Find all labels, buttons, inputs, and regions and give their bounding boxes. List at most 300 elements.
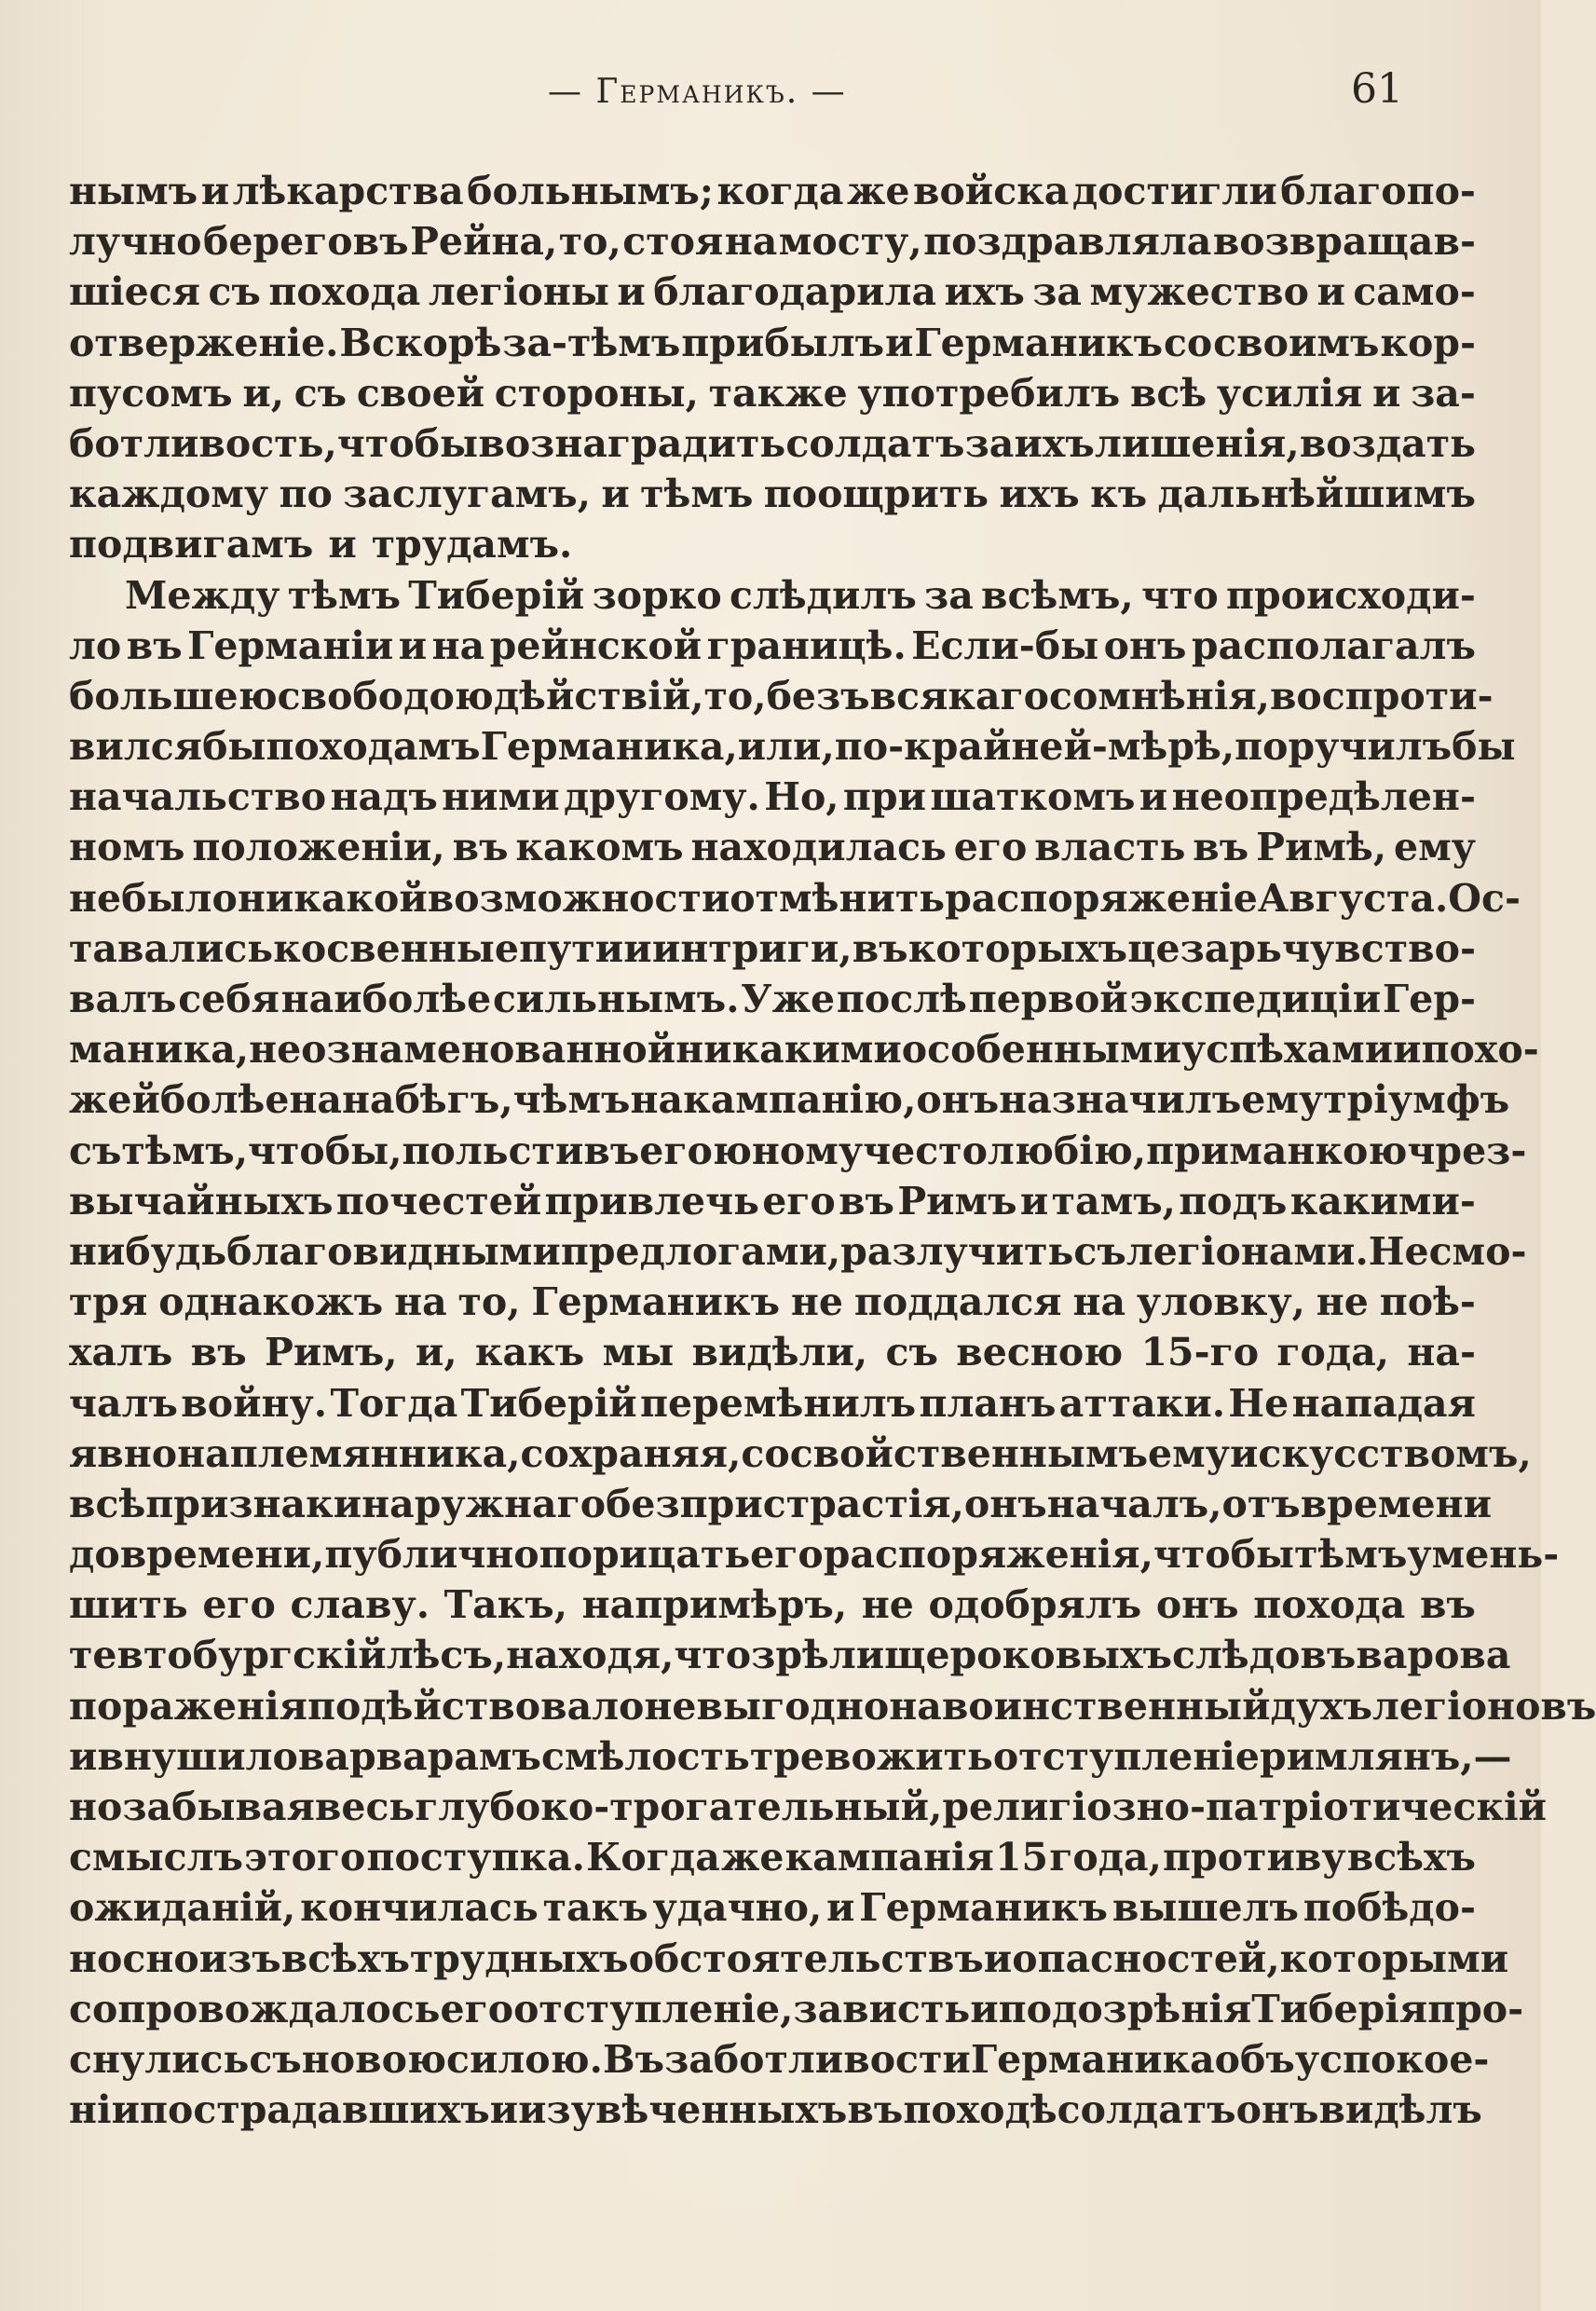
word: похо-: [1421, 1027, 1539, 1073]
word: Не: [1228, 1380, 1289, 1426]
word: экспедиціи: [1129, 977, 1382, 1021]
word: сомнѣнія,: [1049, 673, 1270, 718]
word: 15-го: [1140, 1330, 1260, 1375]
word: всѣхъ: [1346, 1835, 1476, 1880]
word: на: [431, 622, 485, 668]
word: за: [924, 572, 974, 618]
word: происходи-: [1225, 572, 1476, 618]
word: нибудь: [69, 1228, 227, 1274]
word: легіонами.: [1125, 1228, 1369, 1274]
word: про-: [1427, 1986, 1524, 2031]
word: не: [790, 1279, 844, 1325]
word: ознаменованной: [301, 1027, 676, 1073]
text-line: [69, 1529, 1560, 1579]
word: до: [69, 1532, 120, 1578]
word: этого: [244, 1835, 366, 1880]
word: въ: [847, 2087, 904, 2133]
text-line: [69, 2034, 1490, 2085]
word: цезарь: [1127, 925, 1282, 971]
word: прибылъ: [681, 320, 885, 365]
word: надъ: [330, 774, 438, 820]
word: другому.: [563, 774, 760, 820]
text-line: [69, 1074, 1510, 1125]
text-line: [69, 1731, 1512, 1782]
word: и: [885, 320, 914, 365]
word: въ: [190, 1330, 247, 1375]
word: какъ: [474, 1330, 585, 1375]
word: объ: [1214, 2036, 1295, 2082]
word: Германіи: [187, 622, 394, 668]
word: само-: [1353, 269, 1476, 315]
word: дальнѣйшимъ: [1157, 472, 1476, 517]
word: Уже: [741, 977, 836, 1021]
word: и: [1372, 370, 1401, 416]
word: какомъ: [515, 825, 684, 870]
text-line: [69, 418, 1476, 469]
word: какими-: [1289, 1178, 1476, 1224]
word: подозрѣнія: [998, 1986, 1252, 2031]
text-line: [69, 1832, 1476, 1882]
word: возможности: [427, 875, 730, 921]
text-line: [69, 519, 1476, 569]
word: каждому: [69, 472, 269, 517]
word: за: [964, 420, 1015, 466]
word: кампанію,: [683, 1077, 917, 1123]
word: его: [440, 1986, 514, 2031]
text-line: [69, 873, 1521, 923]
word: солдатъ: [1057, 2087, 1236, 2133]
word: береговъ: [203, 219, 409, 265]
text-line: [69, 1429, 1532, 1479]
text-line: [69, 318, 1476, 368]
word: бы: [202, 724, 266, 770]
running-title: — Германикъ. —: [548, 73, 847, 111]
word: но: [69, 1785, 123, 1829]
word: положеніи,: [192, 825, 445, 870]
word: валъ: [69, 977, 177, 1021]
word: на: [1072, 1279, 1126, 1325]
word: новою: [301, 2036, 446, 2082]
word: явно: [69, 1430, 178, 1476]
word: большею: [69, 673, 278, 718]
word: порицать: [539, 1532, 751, 1578]
word: болѣе: [159, 1077, 290, 1123]
word: благодарила: [653, 269, 937, 315]
word: и: [601, 472, 630, 517]
word: которыми: [1279, 1935, 1509, 1981]
word: назначилъ: [999, 1077, 1242, 1123]
word: за-тѣмъ: [502, 320, 681, 365]
word: и: [328, 522, 357, 567]
word: поступка.: [366, 1835, 585, 1880]
word: находилась: [690, 825, 947, 870]
word: слѣдилъ: [729, 572, 917, 618]
word: послѣ: [836, 977, 967, 1021]
word: съ: [293, 370, 348, 416]
word: видѣлъ: [1318, 2087, 1482, 2133]
text-line: [69, 822, 1476, 872]
word: или,: [737, 724, 835, 770]
word: на: [889, 1683, 942, 1729]
page-number: 61: [1351, 65, 1403, 113]
text-line: [69, 1479, 1493, 1529]
word: Германикъ: [914, 320, 1164, 365]
word: со: [741, 1430, 790, 1476]
word: весь: [314, 1785, 416, 1829]
word: отмѣнить: [730, 875, 946, 921]
word: мужество: [1089, 269, 1310, 315]
word: Августа.: [1257, 875, 1449, 921]
word: разлучить: [840, 1228, 1074, 1274]
word: наружнаго: [361, 1481, 607, 1526]
word: поощрить: [763, 472, 989, 517]
word: власть: [1034, 825, 1186, 870]
word: войска: [912, 169, 1070, 213]
word: когда: [716, 169, 844, 213]
word: своей: [356, 370, 485, 416]
word: поздравляла: [923, 219, 1212, 265]
word: трудныхъ: [409, 1935, 629, 1981]
word: тѣмъ: [287, 572, 402, 618]
word: распоряженіе: [945, 875, 1258, 921]
word: онъ: [1155, 1582, 1239, 1628]
word: онъ: [916, 1077, 1000, 1123]
word: пути: [519, 925, 624, 971]
word: противу: [1163, 1835, 1346, 1880]
word: отступленіе: [992, 1733, 1260, 1779]
word: и: [1316, 269, 1345, 315]
word: было: [121, 875, 238, 921]
text-line: [69, 1782, 1548, 1832]
word: изъ: [198, 1935, 281, 1981]
text-line: [69, 923, 1476, 974]
text-line: [69, 469, 1476, 519]
word: онъ: [963, 1481, 1047, 1526]
word: зрѣлище: [751, 1633, 950, 1678]
text-line: [69, 1176, 1476, 1226]
word: то,: [703, 673, 767, 718]
word: привлечь: [544, 1178, 759, 1224]
word: тавались: [69, 925, 274, 971]
word: то,: [558, 219, 621, 265]
word: чувство-: [1282, 925, 1476, 971]
word: и: [623, 925, 652, 971]
word: ихъ: [999, 472, 1080, 517]
word: особенными: [901, 1027, 1182, 1073]
word: не: [249, 1027, 302, 1073]
word: варварамъ: [297, 1733, 541, 1779]
word: религіозно-патріотическій: [942, 1785, 1548, 1829]
word: ботливость,: [69, 420, 337, 466]
word: вычайныхъ: [69, 1178, 334, 1224]
word: Но,: [764, 774, 839, 820]
word: на: [289, 1077, 342, 1123]
word: ихъ: [944, 269, 1025, 315]
word: за: [1032, 269, 1082, 315]
word: Въ: [602, 2036, 665, 2082]
word: умень-: [1407, 1532, 1560, 1578]
word: не: [69, 875, 122, 921]
word: ихъ: [1014, 420, 1095, 466]
text-line: [69, 721, 1516, 772]
word: что: [1140, 572, 1219, 618]
text-line: [69, 1681, 1596, 1731]
word: славу.: [290, 1582, 430, 1628]
word: тѣмъ: [1294, 1532, 1408, 1578]
word: больнымъ;: [467, 169, 714, 213]
text-line: [69, 1277, 1476, 1327]
word: лучно: [69, 219, 202, 265]
text-line: [69, 2085, 1482, 2135]
word: свойственнымъ: [789, 1430, 1149, 1476]
word: побѣдо-: [1303, 1885, 1476, 1931]
word: его: [202, 1582, 276, 1628]
word: заботливости: [664, 2036, 971, 2082]
word: опасностей,: [1012, 1935, 1280, 1981]
word: Германика,: [480, 724, 738, 770]
text-line: [69, 570, 1476, 621]
word: глубоко-трогательный,: [415, 1785, 943, 1829]
body-text: [69, 166, 1596, 2135]
word: заслугамъ,: [343, 472, 592, 517]
word: приманкою: [1146, 1128, 1408, 1173]
word: тревожить: [749, 1733, 993, 1779]
word: перемѣнилъ: [640, 1380, 917, 1426]
word: вился: [69, 724, 203, 770]
word: и: [200, 169, 230, 213]
word: Не: [1368, 1228, 1429, 1274]
word: достигли: [1071, 169, 1277, 213]
word: стоя: [622, 219, 724, 265]
word: воинственный: [941, 1683, 1271, 1729]
word: внушило: [97, 1733, 298, 1779]
word: тріумфъ: [1323, 1077, 1510, 1123]
word: же: [720, 1835, 784, 1880]
word: которыхъ: [907, 925, 1128, 971]
word: публично: [324, 1532, 539, 1578]
word: ніи: [69, 2087, 140, 2133]
word: на: [177, 1430, 230, 1476]
word: шаткомъ: [930, 774, 1136, 820]
word: чѣмъ: [512, 1077, 631, 1123]
word: ними: [442, 774, 560, 820]
word: времени: [1300, 1481, 1493, 1526]
word: пострадавшихъ: [140, 2087, 490, 2133]
word: забывая: [122, 1785, 315, 1829]
word: жей: [69, 1077, 160, 1123]
word: въ: [1419, 1582, 1476, 1628]
word: видѣли,: [691, 1330, 868, 1375]
word: въ: [839, 1178, 895, 1224]
word: года,: [1049, 1835, 1162, 1880]
word: никакой: [237, 875, 428, 921]
word: Германикъ: [531, 1279, 781, 1325]
word: легіоновъ: [1372, 1683, 1596, 1729]
word: силою.: [446, 2036, 603, 2082]
word: и: [983, 1935, 1013, 1981]
word: Римѣ,: [1256, 825, 1387, 870]
word: и: [1393, 1027, 1422, 1073]
word: 15: [995, 1835, 1049, 1880]
word: отъ: [1221, 1481, 1301, 1526]
word: воздать: [1299, 420, 1476, 466]
word: смѣлость: [540, 1733, 750, 1779]
word: пораженія: [69, 1683, 307, 1729]
word: начальство: [69, 774, 327, 820]
text-line: [69, 1226, 1527, 1277]
word: своимъ: [1213, 320, 1380, 365]
running-head: [0, 65, 1541, 121]
text-line: [69, 1579, 1476, 1630]
word: поѣ-: [1379, 1279, 1476, 1325]
word: однакожъ: [158, 1279, 384, 1325]
word: лѣкарства: [232, 169, 464, 213]
word: возвращав-: [1212, 219, 1476, 265]
text-line: [69, 368, 1476, 418]
word: кончилась: [300, 1885, 539, 1931]
word: и,: [415, 1330, 457, 1375]
word: римлянъ,—: [1259, 1733, 1512, 1779]
word: чтобы: [336, 420, 479, 466]
word: роковыхъ: [949, 1633, 1173, 1678]
word: халъ: [69, 1330, 173, 1375]
text-line: [69, 216, 1476, 267]
word: духъ: [1270, 1683, 1373, 1729]
word: всѣхъ: [280, 1935, 410, 1981]
word: въ: [852, 925, 908, 971]
word: тамъ,: [1051, 1178, 1176, 1224]
word: безпристрастія,: [606, 1481, 964, 1526]
word: изувѣченныхъ: [518, 2087, 848, 2133]
word: и,: [242, 370, 285, 416]
word: зорко: [592, 572, 722, 618]
word: тря: [69, 1279, 148, 1325]
word: поручилъ: [1235, 724, 1453, 770]
word: его: [639, 1128, 713, 1173]
word: ожиданій,: [69, 1885, 296, 1931]
word: усилія: [1216, 370, 1363, 416]
word: чалъ: [69, 1380, 178, 1426]
word: никакими: [675, 1027, 902, 1073]
word: смыслъ: [69, 1835, 244, 1880]
word: успѣхами: [1181, 1027, 1394, 1073]
word: времени,: [119, 1532, 325, 1578]
word: признаки: [145, 1481, 362, 1526]
word: въ: [1193, 825, 1249, 870]
word: солдатъ: [785, 420, 965, 466]
word: искусствомъ,: [1229, 1430, 1532, 1476]
word: чтобы: [1153, 1532, 1295, 1578]
word: всякаго: [869, 673, 1050, 718]
word: благовидными: [226, 1228, 561, 1274]
word: кампанія: [784, 1835, 994, 1880]
word: войну.: [181, 1380, 328, 1426]
word: Римъ: [897, 1178, 1017, 1224]
word: то,: [457, 1279, 521, 1325]
text-line: [69, 1126, 1527, 1176]
word: наиболѣе: [280, 977, 492, 1021]
word: невыгодно: [644, 1683, 890, 1729]
word: чтобы,: [248, 1128, 402, 1173]
word: планъ: [919, 1380, 1057, 1426]
word: и: [1019, 1178, 1049, 1224]
word: подѣйствовало: [307, 1683, 645, 1729]
word: подвигамъ: [69, 522, 314, 567]
word: въ: [126, 622, 183, 668]
text-line: [69, 772, 1476, 822]
text-line: [69, 1327, 1476, 1377]
word: интриги,: [651, 925, 853, 971]
word: распоряженія,: [823, 1532, 1153, 1578]
word: отступленіе,: [513, 1986, 794, 2031]
word: сильнымъ.: [492, 977, 740, 1021]
text-line: [69, 1630, 1511, 1680]
text-line: [69, 1934, 1509, 1984]
word: по: [279, 472, 333, 517]
word: безъ: [766, 673, 870, 718]
word: предлогами,: [560, 1228, 841, 1274]
text-line: [69, 671, 1494, 721]
text-line: [69, 1378, 1476, 1429]
word: Между: [125, 572, 280, 618]
text-line: [69, 1024, 1539, 1074]
word: снулись: [69, 2036, 250, 2082]
word: на: [724, 219, 778, 265]
word: и: [970, 1986, 999, 2031]
word: находя,: [506, 1633, 675, 1678]
text-line: [69, 1984, 1524, 2034]
word: носно: [69, 1935, 199, 1981]
text-line: [69, 1882, 1476, 1933]
word: ему: [1148, 1430, 1230, 1476]
word: мосту,: [778, 219, 922, 265]
word: поддался: [853, 1279, 1062, 1325]
word: весною: [956, 1330, 1124, 1375]
word: походѣ: [903, 2087, 1057, 2133]
word: лишенія,: [1095, 420, 1300, 466]
word: походамъ: [266, 724, 481, 770]
word: нымъ: [69, 169, 198, 213]
word: такъ: [542, 1885, 648, 1931]
word: тѣмъ: [640, 472, 754, 517]
word: что: [674, 1633, 752, 1678]
word: Тиберія: [1251, 1986, 1428, 2031]
word: племянника,: [229, 1430, 521, 1476]
word: Германикъ: [859, 1885, 1109, 1931]
word: нападая: [1291, 1380, 1476, 1426]
word: лѣсъ,: [386, 1633, 507, 1678]
word: за-: [1411, 370, 1476, 416]
word: бы: [1452, 724, 1516, 770]
word: дѣйствій,: [493, 673, 704, 718]
word: Германика: [970, 2036, 1215, 2082]
word: Когда: [586, 1835, 720, 1880]
word: онъ: [1103, 622, 1187, 668]
word: съ: [69, 1128, 122, 1173]
word: подъ: [1179, 1178, 1288, 1224]
word: къ: [1090, 472, 1148, 517]
word: напримѣръ,: [581, 1582, 848, 1628]
word: началъ,: [1046, 1481, 1222, 1526]
word: въ: [452, 825, 509, 870]
word: и: [617, 269, 646, 315]
word: благопо-: [1280, 169, 1476, 213]
word: при: [842, 774, 927, 820]
word: его: [750, 1532, 824, 1578]
word: трудамъ.: [371, 522, 573, 567]
text-line: [69, 166, 1476, 216]
word: располагалъ: [1191, 622, 1476, 668]
